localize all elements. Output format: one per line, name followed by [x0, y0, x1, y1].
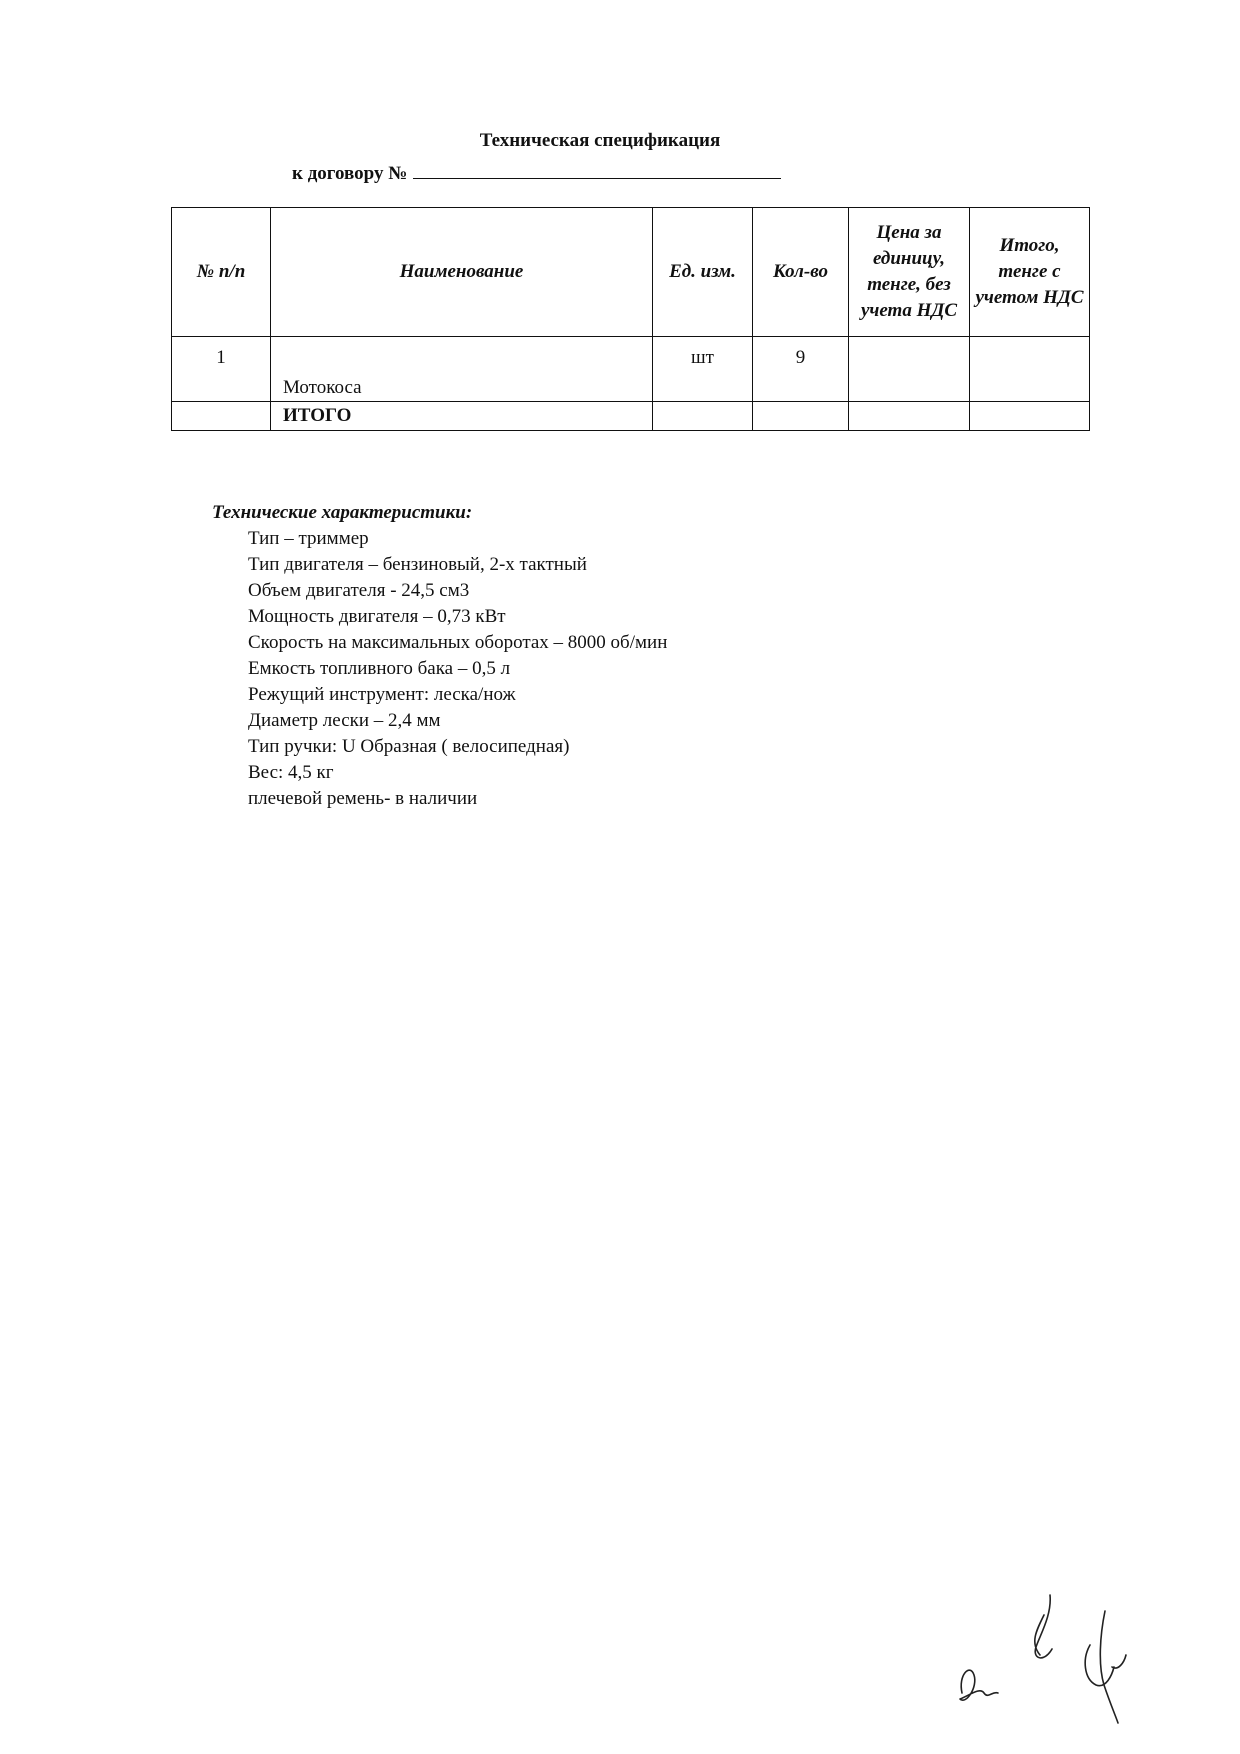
list-item: плечевой ремень- в наличии [248, 788, 478, 809]
list-item: Диаметр лески – 2,4 мм [248, 710, 441, 731]
total-row-num-cell [172, 402, 271, 431]
header-name: Наименование [271, 208, 653, 337]
contract-reference [292, 160, 781, 185]
list-item: Емкость топливного бака – 0,5 л [248, 658, 511, 679]
row-total [970, 337, 1090, 402]
list-item: Тип ручки: U Образная ( велосипедная) [248, 736, 570, 757]
contract-label: к договору № [292, 163, 408, 184]
row-num: 1 [172, 337, 271, 402]
list-item: Скорость на максимальных оборотах – 8000 об/мин [248, 632, 668, 653]
row-name: Мотокоса [271, 337, 653, 402]
list-item: Мощность двигателя – 0,73 кВт [248, 606, 506, 627]
total-row-qty-cell [753, 402, 849, 431]
contract-number-blank [413, 160, 781, 179]
header-unit: Ед. изм. [653, 208, 753, 337]
total-row [172, 402, 1090, 431]
handwritten-signature [940, 1575, 1170, 1725]
row-qty: 9 [753, 337, 849, 402]
total-row-unit-cell [653, 402, 753, 431]
document-title: Техническая спецификация [479, 130, 721, 151]
table-row [172, 337, 1090, 402]
header-price: Цена за единицу, тенге, без учета НДС [849, 208, 970, 337]
list-item: Вес: 4,5 кг [248, 762, 334, 783]
specs-list [212, 526, 667, 812]
table-header-row [172, 208, 1090, 337]
list-item: Тип двигателя – бензиновый, 2-х тактный [248, 554, 587, 575]
row-price [849, 337, 970, 402]
total-row-price-cell [849, 402, 970, 431]
list-item: Тип – триммер [248, 528, 369, 549]
list-item: Объем двигателя - 24,5 см3 [248, 580, 470, 601]
specs-heading: Технические характеристики: [212, 502, 473, 523]
technical-characteristics [212, 500, 667, 812]
header-total: Итого, тенге с учетом НДС [970, 208, 1090, 337]
header-qty: Кол-во [753, 208, 849, 337]
row-unit: шт [653, 337, 753, 402]
specification-table [171, 207, 1090, 431]
header-num: № п/п [172, 208, 271, 337]
list-item: Режущий инструмент: леска/нож [248, 684, 516, 705]
total-row-total-cell [970, 402, 1090, 431]
total-label: ИТОГО [271, 402, 653, 431]
